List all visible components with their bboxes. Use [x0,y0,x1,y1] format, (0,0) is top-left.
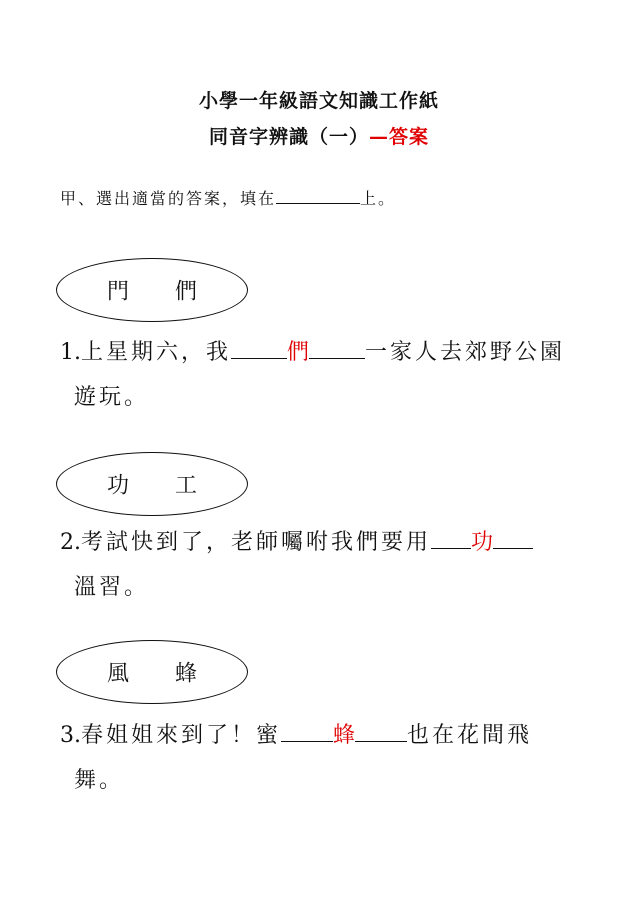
subtitle-main: 同音字辨識（一） [208,126,369,148]
answer-blank-left [231,334,287,359]
question-text-before: 上星期六，我 [81,340,232,365]
choice-2a: 功 [107,473,130,499]
instruction [60,186,396,209]
question-text-after: 一家人去郊野公園 [365,340,566,365]
choice-oval-1 [56,258,248,322]
answer-blank-right [309,334,365,359]
choice-oval-3 [56,640,248,704]
question-number: 2. [60,530,81,555]
choice-1a: 門 [107,279,130,305]
question-continuation: 溫習。 [74,575,150,600]
question-1 [60,330,580,420]
question-continuation: 遊玩。 [74,385,150,410]
answer-text: 功 [471,530,494,555]
answer-blank-left [281,717,333,742]
answer-blank-left [431,524,471,549]
instruction-after: 上。 [360,189,397,208]
question-continuation: 舞。 [74,768,125,793]
choice-2b: 工 [175,473,198,499]
question-number: 1. [60,340,81,365]
choice-3a: 風 [107,661,130,687]
answer-text: 們 [287,340,310,365]
choice-3b: 蜂 [175,661,198,687]
subtitle-answer-tag: —答案 [369,126,430,148]
worksheet-title: 小學一年級語文知識工作紙 [198,90,439,112]
choice-1b: 們 [175,279,198,305]
question-text-after: 也在花間飛 [407,723,533,748]
instruction-blank [276,202,360,204]
instruction-before: 甲、選出適當的答案，填在 [60,189,277,208]
question-number: 3. [60,723,81,748]
question-3 [60,713,580,803]
question-2 [60,520,580,610]
answer-blank-right [355,717,407,742]
answer-blank-right [493,524,533,549]
question-text-before: 春姐姐來到了！蜜 [81,723,282,748]
answer-text: 蜂 [333,723,356,748]
question-text-before: 考試快到了，老師囑咐我們要用 [81,530,432,555]
worksheet-subtitle [0,122,638,149]
choice-oval-2 [56,452,248,516]
